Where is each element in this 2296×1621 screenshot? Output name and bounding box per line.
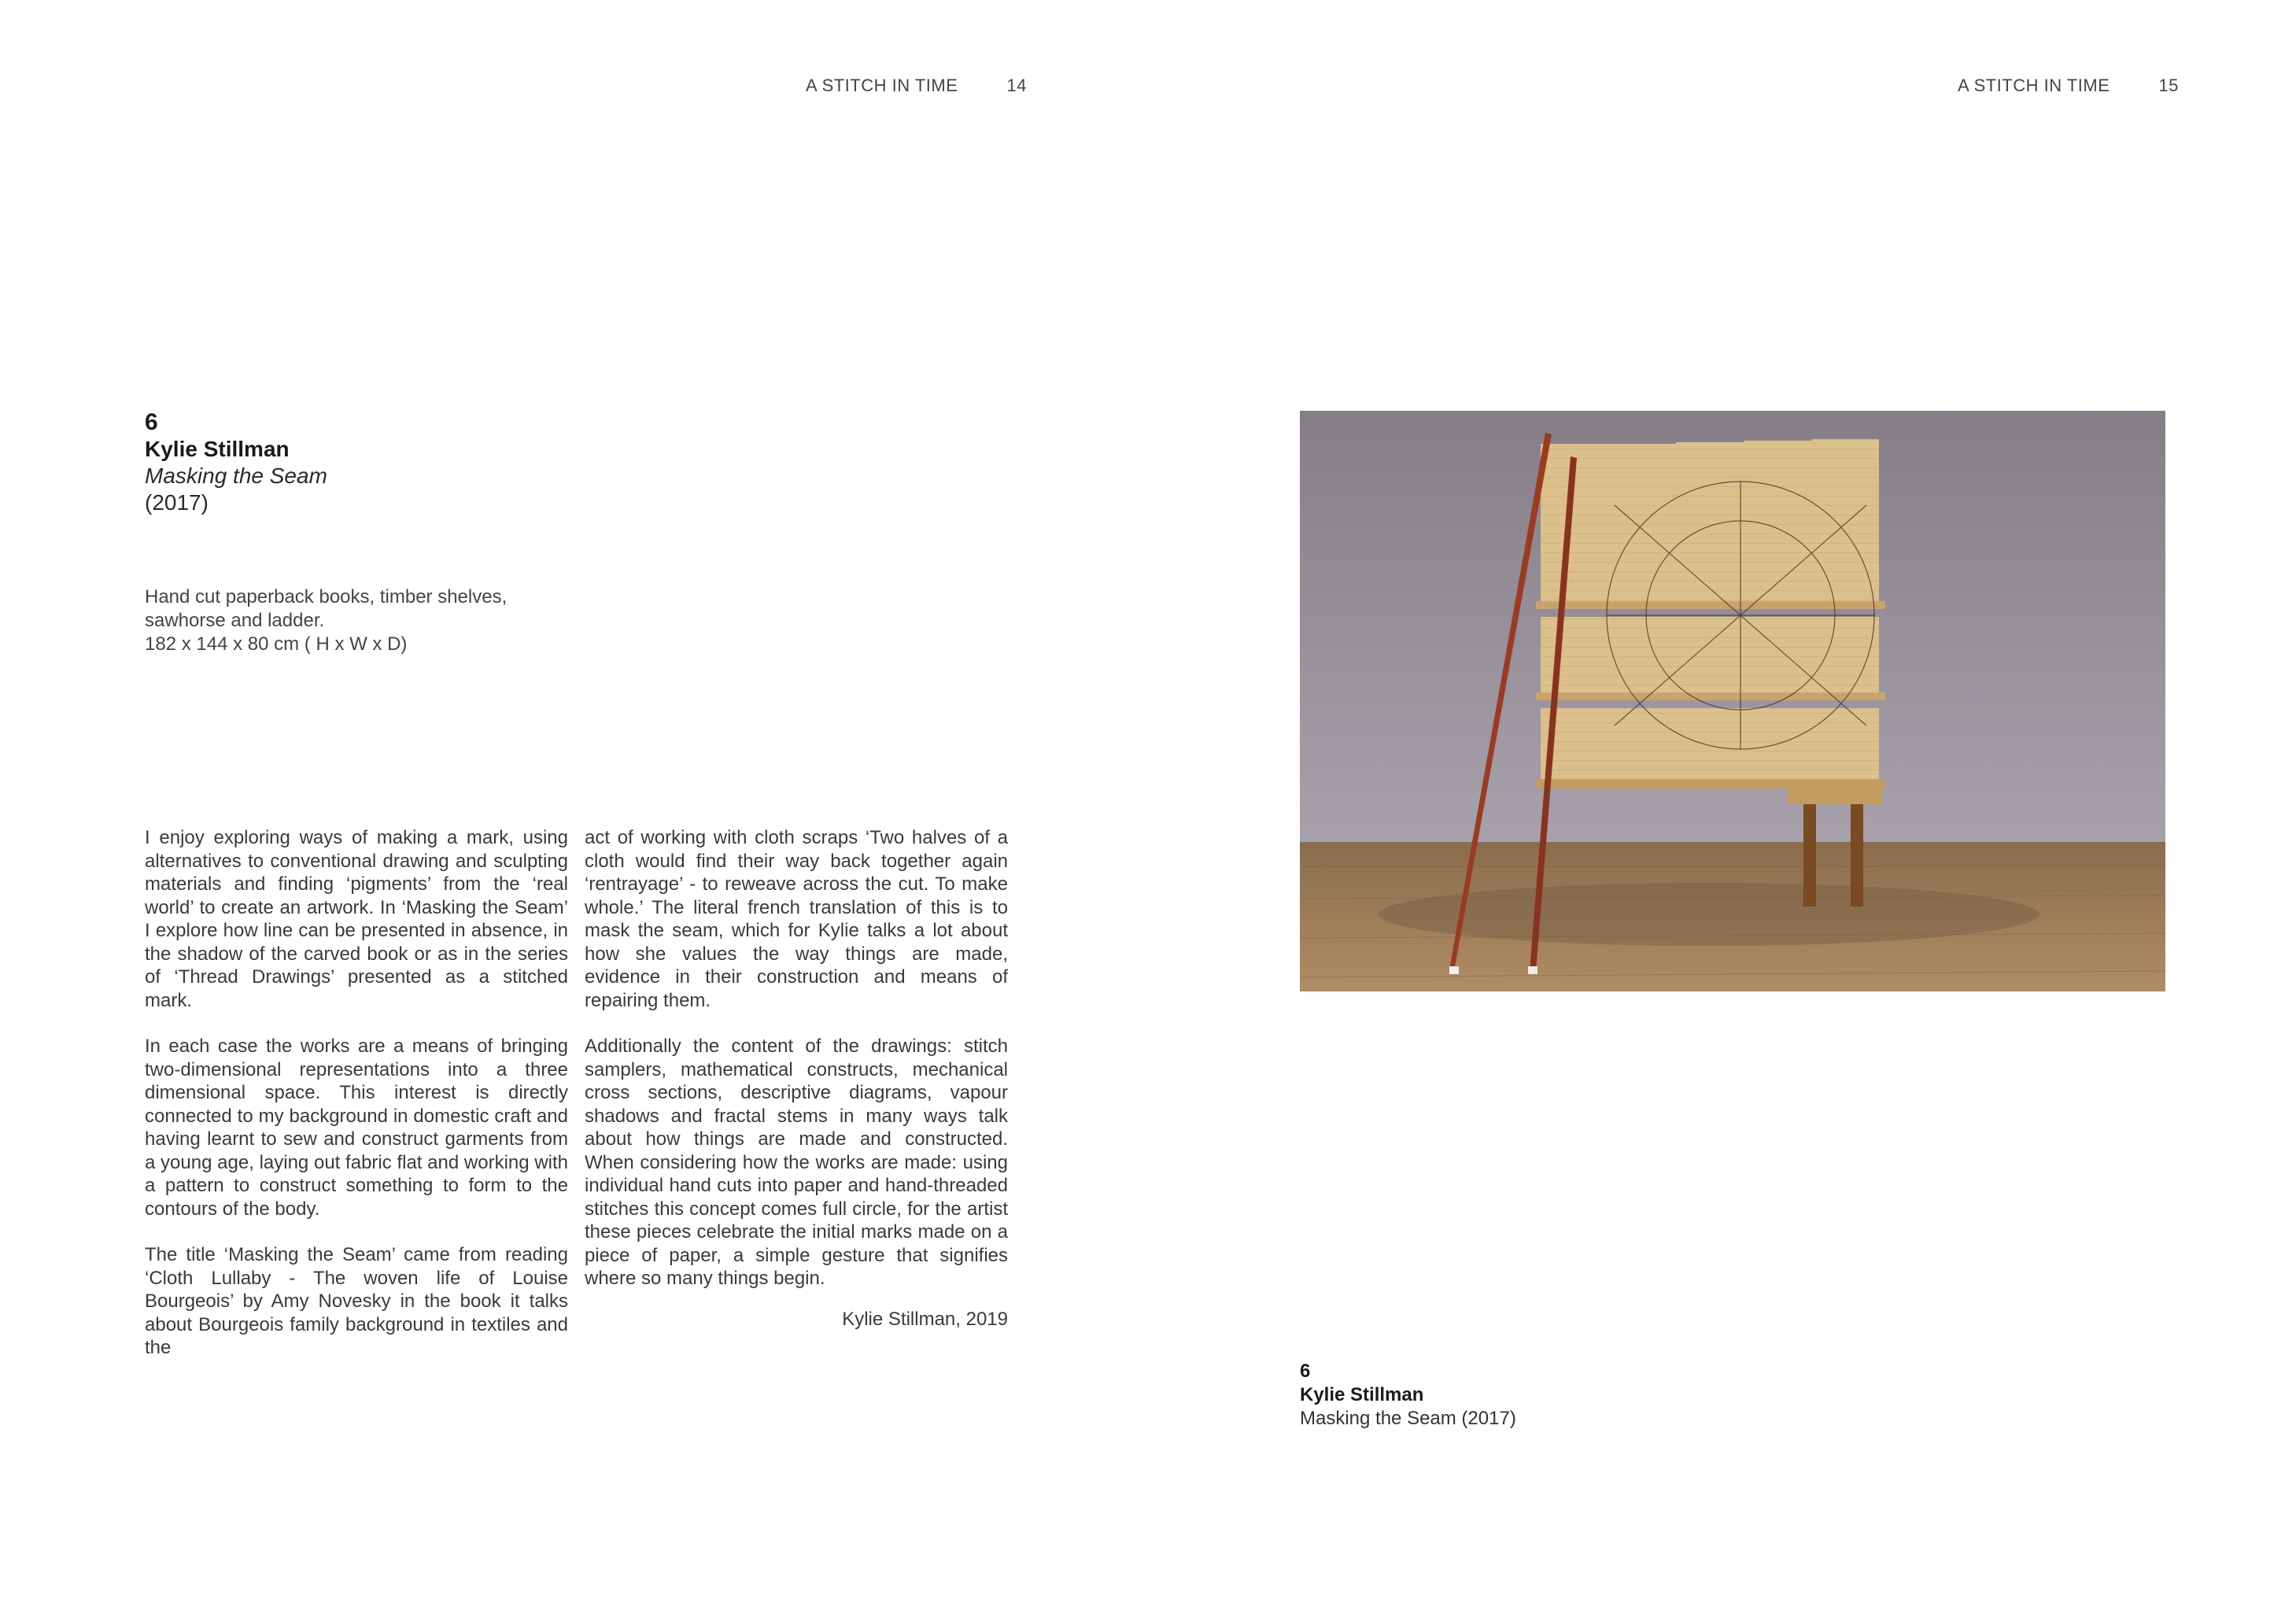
running-head-right <box>1958 76 2179 96</box>
body-paragraph: In each case the works are a means of bringing two-dimensional representations into a three dimensional space. This interest is directly connected to my background in domestic craft and having learnt to sew and construct garments from a young age, laying out fabric flat and working with a pattern to construct something to form to the contours of the body. <box>145 1036 568 1220</box>
materials-line: sawhorse and ladder. <box>145 610 325 631</box>
page-number: 15 <box>2158 76 2179 95</box>
entry-year: (2017) <box>145 490 209 515</box>
entry-heading <box>145 409 327 516</box>
caption-number: 6 <box>1300 1361 1311 1382</box>
entry-artist: Kylie Stillman <box>145 437 290 461</box>
entry-title: Masking the Seam <box>145 463 327 488</box>
body-paragraph: act of working with cloth scraps ‘Two halves of a cloth would find their way back together again ‘rentrayage’ - to reweave across the cut. To make whole.’ The literal french translation of this is to mask the seam, which for Kylie talks a lot about how she values the way things are made, evidence in their construction and means of repairing them. <box>585 827 1008 1011</box>
body-column-right <box>585 826 1008 1313</box>
page-number: 14 <box>1006 76 1027 95</box>
signature: Kylie Stillman, 2019 <box>842 1309 1008 1330</box>
artwork-photo <box>1300 411 2165 991</box>
body-paragraph: Additionally the content of the drawings: stitch samplers, mathematical constructs, mechanical cross sections, descriptive diagrams, vapour shadows and fractal stems in many ways talk about how things are made and constructed. When considering how the works are made: using individual hand cuts into paper and hand-threaded stitches this concept comes full circle, for the artist these pieces celebrate the initial marks made on a piece of paper, a simple gesture that signifies where so many things begin. <box>585 1036 1008 1289</box>
body-paragraph: I enjoy exploring ways of making a mark, using alternatives to conventional drawing and sculpting materials and finding ‘pigments’ from the ‘real world’ to create an artwork. In ‘Masking the Seam’ I explore how line can be presented in absence, in the shadow of the carved book or as in the series of ‘Thread Drawings’ presented as a stitched mark. <box>145 827 568 1011</box>
entry-number: 6 <box>145 409 158 435</box>
body-column-left <box>145 826 568 1383</box>
caption-artist: Kylie Stillman <box>1300 1384 1424 1405</box>
running-head-title: A STITCH IN TIME <box>1958 76 2110 95</box>
materials-block <box>145 585 585 656</box>
materials-line: Hand cut paperback books, timber shelves, <box>145 586 508 607</box>
dimensions-line: 182 x 144 x 80 cm ( H x W x D) <box>145 633 408 655</box>
body-paragraph: The title ‘Masking the Seam’ came from reading ‘Cloth Lullaby - The woven life of Louise Bourgeois’ by Amy Novesky in the book it talks about Bourgeois family background in textiles and the <box>145 1244 568 1358</box>
photo-caption <box>1300 1360 1516 1431</box>
running-head-left <box>806 76 1027 96</box>
caption-title: Masking the Seam (2017) <box>1300 1408 1516 1429</box>
running-head-title: A STITCH IN TIME <box>806 76 958 95</box>
